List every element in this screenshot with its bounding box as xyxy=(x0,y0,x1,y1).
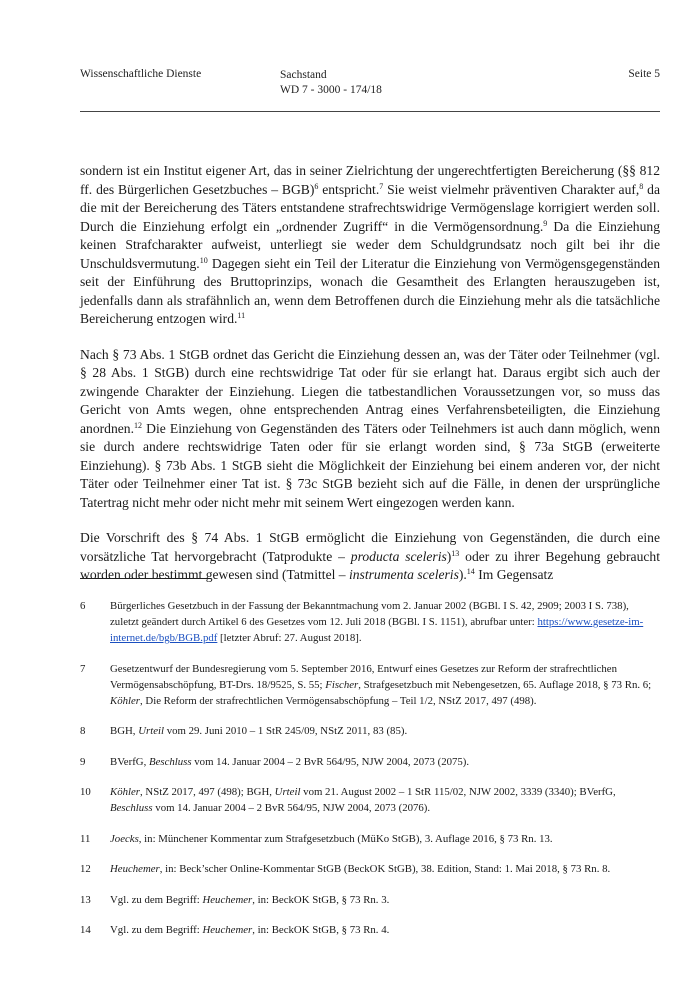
fn12-author: Heuchemer xyxy=(110,863,160,875)
footnote-8 xyxy=(80,723,660,739)
footnote-divider xyxy=(80,578,210,579)
footnote-ref-9[interactable]: 9 xyxy=(543,218,548,228)
fn14-author: Heuchemer xyxy=(202,924,253,936)
paragraph-2 xyxy=(80,346,660,513)
header-divider xyxy=(80,111,660,112)
footnote-text xyxy=(110,831,660,847)
fn7-text-c: , Die Reform der strafrechtlichen Vermögensabschöpfung – Teil 1/2, NStZ 2017, 497 (498). xyxy=(140,694,537,707)
footnote-number: 11 xyxy=(80,832,91,845)
footnote-text xyxy=(110,784,660,816)
header-document-info xyxy=(280,68,382,98)
fn10-text-b: vom 21. August 2002 – 1 StR 115/02, NJW 2002, 3339 (3340); BVerfG, xyxy=(300,786,616,798)
bgb-pdf-link[interactable]: https://www.gesetze-im-internet.de/bgb/BGB.pdf xyxy=(110,616,644,644)
paragraph-1 xyxy=(80,162,660,329)
header-page-number: Seite 5 xyxy=(628,68,660,80)
header-doc-number: WD 7 - 3000 - 174/18 xyxy=(280,84,382,96)
footnote-ref-6[interactable]: 6 xyxy=(314,181,319,191)
footnote-number: 12 xyxy=(80,863,91,875)
fn6-text-a: Bürgerliches Gesetzbuch in der Fassung der Bekanntmachung vom 2. Januar 2002 (BGBl. I S. 42, 2909; 2003 I S. 738), zuletzt geändert durch Artikel 6 des Gesetzes vom 12. Juli 2018 (BGBl. I S. 1151), abrufbar unter: xyxy=(110,600,629,628)
fn7-text-a: Gesetzentwurf der Bundesregierung vom 5. September 2016, Entwurf eines Gesetzes zur Reform der strafrechtlichen Vermögensabschöpfung, BT-Drs. 18/9525, S. 55; xyxy=(110,662,617,691)
footnote-ref-10[interactable]: 10 xyxy=(199,255,208,265)
p2-text-a: Nach § 73 Abs. 1 StGB ordnet das Gericht die Einziehung dessen an, was der Täter oder Teilnehmer (vgl. § 28 Abs. 1 StGB) durch eine rechtswidrige Tat oder für sie erlangt hat. Daraus ergibt sich auch der zwingende Charakter der Einziehung. Liegen die tatbestandlichen Voraussetzungen vor, so muss das Gericht von Amts wegen, ohne entsprechenden Antrag eines Verfahrensbeteiligten, die Einziehung anordnen. xyxy=(80,346,660,436)
fn10-italic-2: Urteil xyxy=(274,786,301,798)
fn8-italic: Urteil xyxy=(138,725,164,737)
footnote-ref-14[interactable]: 14 xyxy=(466,567,475,576)
p3-italic-term-1: producta sceleris xyxy=(350,548,447,564)
footnote-number: 6 xyxy=(80,600,86,612)
fn6-text-b: [letzter Abruf: 27. August 2018]. xyxy=(217,632,362,644)
p3-text-d: ). xyxy=(458,567,467,582)
fn7-author-1: Fischer xyxy=(325,678,359,691)
p3-text-e: Im Gegensatz xyxy=(474,567,554,582)
p3-italic-term-2: instrumenta sceleris xyxy=(348,567,459,582)
footnote-number: 9 xyxy=(80,755,86,768)
footnote-text xyxy=(110,922,660,938)
footnote-number: 10 xyxy=(80,786,91,798)
fn13-text-a: Vgl. zu dem Begriff: xyxy=(110,893,203,906)
p3-text-c: oder zu ihrer Begehung gebraucht worden oder bestimmt gewesen sind (Tatmittel – xyxy=(80,548,660,582)
footnote-6 xyxy=(80,598,660,646)
footnote-12 xyxy=(80,861,660,877)
p1-text-e: Da die Einziehung keinen Strafcharakter aufweist, unterliegt sie weder dem Schuldgrundsatz noch gilt bei ihr die Unschuldsvermutung. xyxy=(80,218,660,271)
footnote-number: 7 xyxy=(80,662,86,675)
fn7-text-b: , Strafgesetzbuch mit Nebengesetzen, 65. Auflage 2018, § 73 Rn. 6; xyxy=(358,678,652,691)
main-text xyxy=(80,162,660,602)
p1-text-d: da die mit der Bereicherung des Täters entstandene strafrechtswidrige Vermögenslage korrigiert werden soll. Durch die Einziehung erfolgt ein „ordnender Zugriff“ in die Vermögensordnung. xyxy=(80,181,660,234)
p2-text-b: Die Einziehung von Gegenständen des Täters oder Teilnehmers ist auch dann möglich, wenn sie durch andere rechtswidrige Taten oder für sie erlangt worden sind, § 73a StGB (erweiterte Einziehung). § 73b Abs. 1 StGB sieht die Möglichkeit der Einziehung bei einem anderen vor, der nicht Täter oder Teilnehmer einer Tat ist. § 73c StGB bezieht sich auf die Fälle, in denen der ursprüngliche Tatertrag nicht mehr oder nicht mehr mit seinem Wert eingezogen werden kann. xyxy=(80,420,660,510)
footnote-text xyxy=(110,661,660,709)
footnote-ref-13[interactable]: 13 xyxy=(451,548,460,558)
footnote-number: 13 xyxy=(80,893,91,906)
header-doc-type: Sachstand xyxy=(280,69,327,81)
footnote-ref-7[interactable]: 7 xyxy=(379,181,384,191)
fn14-text-b: , in: BeckOK StGB, § 73 Rn. 4. xyxy=(252,924,390,936)
footnote-11 xyxy=(80,831,660,847)
fn10-text-c: vom 14. Januar 2004 – 2 BvR 564/95, NJW 2004, 2073 (2076). xyxy=(152,802,431,814)
fn7-author-2: Köhler xyxy=(110,694,140,707)
footnote-number: 14 xyxy=(80,924,91,936)
fn8-text-a: BGH, xyxy=(110,725,139,737)
footnote-13 xyxy=(80,892,660,908)
footnote-text xyxy=(110,861,660,877)
fn9-text-b: vom 14. Januar 2004 – 2 BvR 564/95, NJW 2004, 2073 (2075). xyxy=(191,755,470,768)
fn10-text-a: , NStZ 2017, 497 (498); BGH, xyxy=(140,786,275,798)
fn12-text-a: , in: Beck’scher Online-Kommentar StGB (BeckOK StGB), 38. Edition, Stand: 1. Mai 2018, § 73 Rn. 8. xyxy=(159,863,611,875)
fn13-author: Heuchemer xyxy=(202,893,253,906)
fn9-italic: Beschluss xyxy=(148,755,192,768)
p3-text-a: Die Vorschrift des § 74 Abs. 1 StGB ermöglicht die Einziehung von Gegenständen, die durch eine vorsätzliche Tat hervorgebracht (Tatprodukte – xyxy=(80,530,660,564)
footnote-text xyxy=(110,892,660,908)
footnote-ref-12[interactable]: 12 xyxy=(133,420,142,430)
footnote-text xyxy=(110,723,660,739)
p1-text-f: Dagegen sieht ein Teil der Literatur die Einziehung von Vermögensgegenständen seit der Einführung des Bruttoprinzips, wonach die Gesamtheit des Erlangten herauszugeben ist, jedenfalls dann als strafähnlich an, wenn dem Betroffenen durch die Einziehung mehr als die tatsächliche Bereicherung entzogen wird. xyxy=(80,255,660,326)
fn10-author: Köhler xyxy=(110,786,140,798)
footnote-10 xyxy=(80,784,660,816)
fn9-text-a: BVerfG, xyxy=(110,755,149,768)
header-department: Wissenschaftliche Dienste xyxy=(80,68,202,80)
fn11-text-a: , in: Münchener Kommentar zum Strafgesetzbuch (MüKo StGB), 3. Auflage 2016, § 73 Rn. 13. xyxy=(138,832,553,845)
fn14-text-a: Vgl. zu dem Begriff: xyxy=(110,924,203,936)
p1-text-c: Sie weist vielmehr präventiven Charakter auf, xyxy=(383,181,640,197)
page-header xyxy=(80,68,660,112)
footnote-text xyxy=(110,754,660,770)
footnote-ref-11[interactable]: 11 xyxy=(237,311,246,320)
p1-text-b: entspricht. xyxy=(318,181,380,197)
footnote-text xyxy=(110,598,660,646)
footnotes xyxy=(80,598,660,953)
footnote-number: 8 xyxy=(80,725,86,737)
footnote-7 xyxy=(80,661,660,709)
fn13-text-b: , in: BeckOK StGB, § 73 Rn. 3. xyxy=(252,893,390,906)
fn10-italic-3: Beschluss xyxy=(110,802,153,814)
p1-text-a: sondern ist ein Institut eigener Art, das in seiner Zielrichtung der ungerechtfertigten Bereicherung (§§ 812 ff. des Bürgerlichen Gesetzbuches – BGB) xyxy=(80,163,660,197)
footnote-9 xyxy=(80,754,660,770)
footnote-ref-8[interactable]: 8 xyxy=(639,181,644,191)
fn11-author: Joecks xyxy=(110,832,139,845)
paragraph-3 xyxy=(80,529,660,585)
p3-text-b: ) xyxy=(446,548,452,564)
footnote-14 xyxy=(80,922,660,938)
fn8-text-b: vom 29. Juni 2010 – 1 StR 245/09, NStZ 2011, 83 (85). xyxy=(164,725,408,737)
